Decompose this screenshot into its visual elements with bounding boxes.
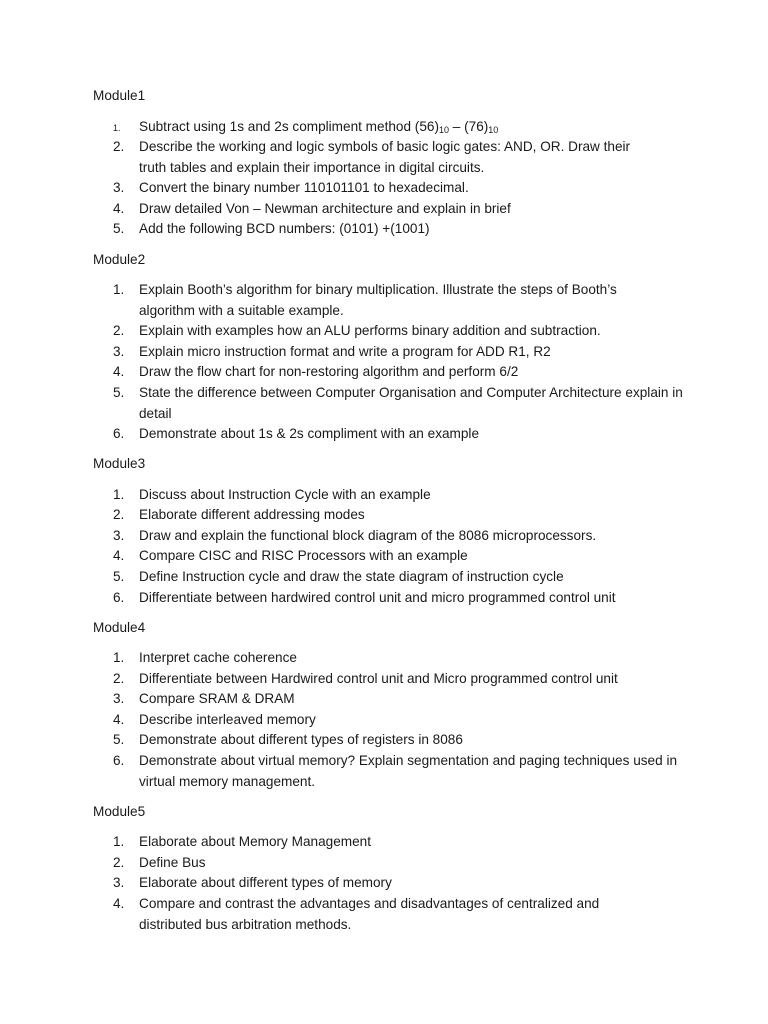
item-text: Explain with examples how an ALU performs binary addition and subtraction. xyxy=(139,323,601,338)
list-item xyxy=(113,832,713,853)
item-number: 1. xyxy=(113,834,125,849)
item-number: 1. xyxy=(113,487,125,502)
item-text: Compare SRAM & DRAM xyxy=(139,691,295,706)
item-text: Compare and contrast the advantages and disadvantages of centralized and distributed bus arbitration methods. xyxy=(139,896,600,932)
item-number: 4. xyxy=(113,712,125,727)
item-number: 4. xyxy=(113,548,125,563)
list-item xyxy=(113,362,713,383)
list-item xyxy=(113,894,713,935)
list-item xyxy=(113,567,713,588)
list-item xyxy=(113,117,713,138)
item-text: State the difference between Computer Organisation and Computer Architecture explain in detail xyxy=(139,385,683,421)
list-item xyxy=(113,505,713,526)
module-3-heading: Module3 xyxy=(93,456,146,471)
item-number: 2. xyxy=(113,855,125,870)
item-number: 6. xyxy=(113,753,125,768)
item-number: 2. xyxy=(113,507,125,522)
item-text: Convert the binary number 110101101 to hexadecimal. xyxy=(139,180,469,195)
list-item xyxy=(113,321,713,342)
item-number: 5. xyxy=(113,732,125,747)
list-item xyxy=(113,730,713,751)
module-5-heading: Module5 xyxy=(93,804,146,819)
item-number: 3. xyxy=(113,180,125,195)
module-2-heading: Module2 xyxy=(93,252,146,267)
item-number: 6. xyxy=(113,590,125,605)
item-text: Define Bus xyxy=(139,855,206,870)
item-text: Demonstrate about different types of registers in 8086 xyxy=(139,732,463,747)
item-number: 1. xyxy=(113,282,125,297)
subscript: 10 xyxy=(488,125,499,135)
list-item xyxy=(113,751,713,792)
item-number: 4. xyxy=(113,364,125,379)
item-number: 3. xyxy=(113,528,125,543)
item-text: Add the following BCD numbers: (0101) +(1001) xyxy=(139,221,430,236)
list-item xyxy=(113,424,713,445)
item-text: Differentiate between hardwired control unit and micro programmed control unit xyxy=(139,590,616,605)
module-4-heading: Module4 xyxy=(93,620,146,635)
list-item xyxy=(113,588,713,609)
list-item xyxy=(113,137,713,178)
item-text: Subtract using 1s and 2s compliment method $(56)_{10} - (76)_{10}$ xyxy=(139,119,499,135)
item-text: Explain micro instruction format and write a program for ADD R1, R2 xyxy=(139,344,551,359)
item-text: Describe the working and logic symbols of basic logic gates: AND, OR. Draw their truth tables and explain their importance in digital circuits. xyxy=(139,139,631,175)
list-item xyxy=(113,853,713,874)
list-item xyxy=(113,710,713,731)
list-item xyxy=(113,383,713,424)
list-item xyxy=(113,546,713,567)
item-number: 3. xyxy=(113,691,125,706)
list-item xyxy=(113,669,713,690)
item-text: Interpret cache coherence xyxy=(139,650,297,665)
item-text: Elaborate different addressing modes xyxy=(139,507,365,522)
item-number: 2. xyxy=(113,139,125,154)
item-text: Differentiate between Hardwired control unit and Micro programmed control unit xyxy=(139,671,618,686)
item-text: Draw and explain the functional block diagram of the 8086 microprocessors. xyxy=(139,528,597,543)
list-item xyxy=(113,689,713,710)
item-text: Draw the flow chart for non-restoring algorithm and perform 6/2 xyxy=(139,364,519,379)
item-number: 4. xyxy=(113,201,125,216)
list-item xyxy=(113,648,713,669)
list-item xyxy=(113,199,713,220)
item-number: 5. xyxy=(113,221,125,236)
module-1-heading: Module1 xyxy=(93,88,146,103)
list-item xyxy=(113,485,713,506)
item-text: Demonstrate about virtual memory? Explain segmentation and paging techniques used in virtual memory management. xyxy=(139,753,678,789)
item-text: Define Instruction cycle and draw the state diagram of instruction cycle xyxy=(139,569,564,584)
item-number: 1. xyxy=(113,650,125,665)
list-item xyxy=(113,342,713,363)
item-text: Demonstrate about 1s & 2s compliment with an example xyxy=(139,426,480,441)
item-number: 5. xyxy=(113,385,125,400)
item-number: 3. xyxy=(113,875,125,890)
item-number: 6. xyxy=(113,426,125,441)
item-number: 3. xyxy=(113,344,125,359)
item-number: 2. xyxy=(113,323,125,338)
list-item xyxy=(113,178,713,199)
list-item xyxy=(113,873,713,894)
item-number: 4. xyxy=(113,896,125,911)
list-item xyxy=(113,526,713,547)
item-number: 5. xyxy=(113,569,125,584)
item-text: Draw detailed Von – Newman architecture and explain in brief xyxy=(139,201,511,216)
item-text: Discuss about Instruction Cycle with an example xyxy=(139,487,431,502)
subscript: 10 xyxy=(438,125,449,135)
item-text: Describe interleaved memory xyxy=(139,712,316,727)
item-text: Elaborate about Memory Management xyxy=(139,834,371,849)
item-text: Elaborate about different types of memory xyxy=(139,875,392,890)
list-item xyxy=(113,280,713,321)
item-number: 2. xyxy=(113,671,125,686)
item-text: Compare CISC and RISC Processors with an example xyxy=(139,548,468,563)
item-number: 1. xyxy=(113,123,121,133)
item-text: Explain Booth’s algorithm for binary multiplication. Illustrate the steps of Booth’s algorithm with a suitable example. xyxy=(139,282,617,318)
list-item xyxy=(113,219,713,240)
